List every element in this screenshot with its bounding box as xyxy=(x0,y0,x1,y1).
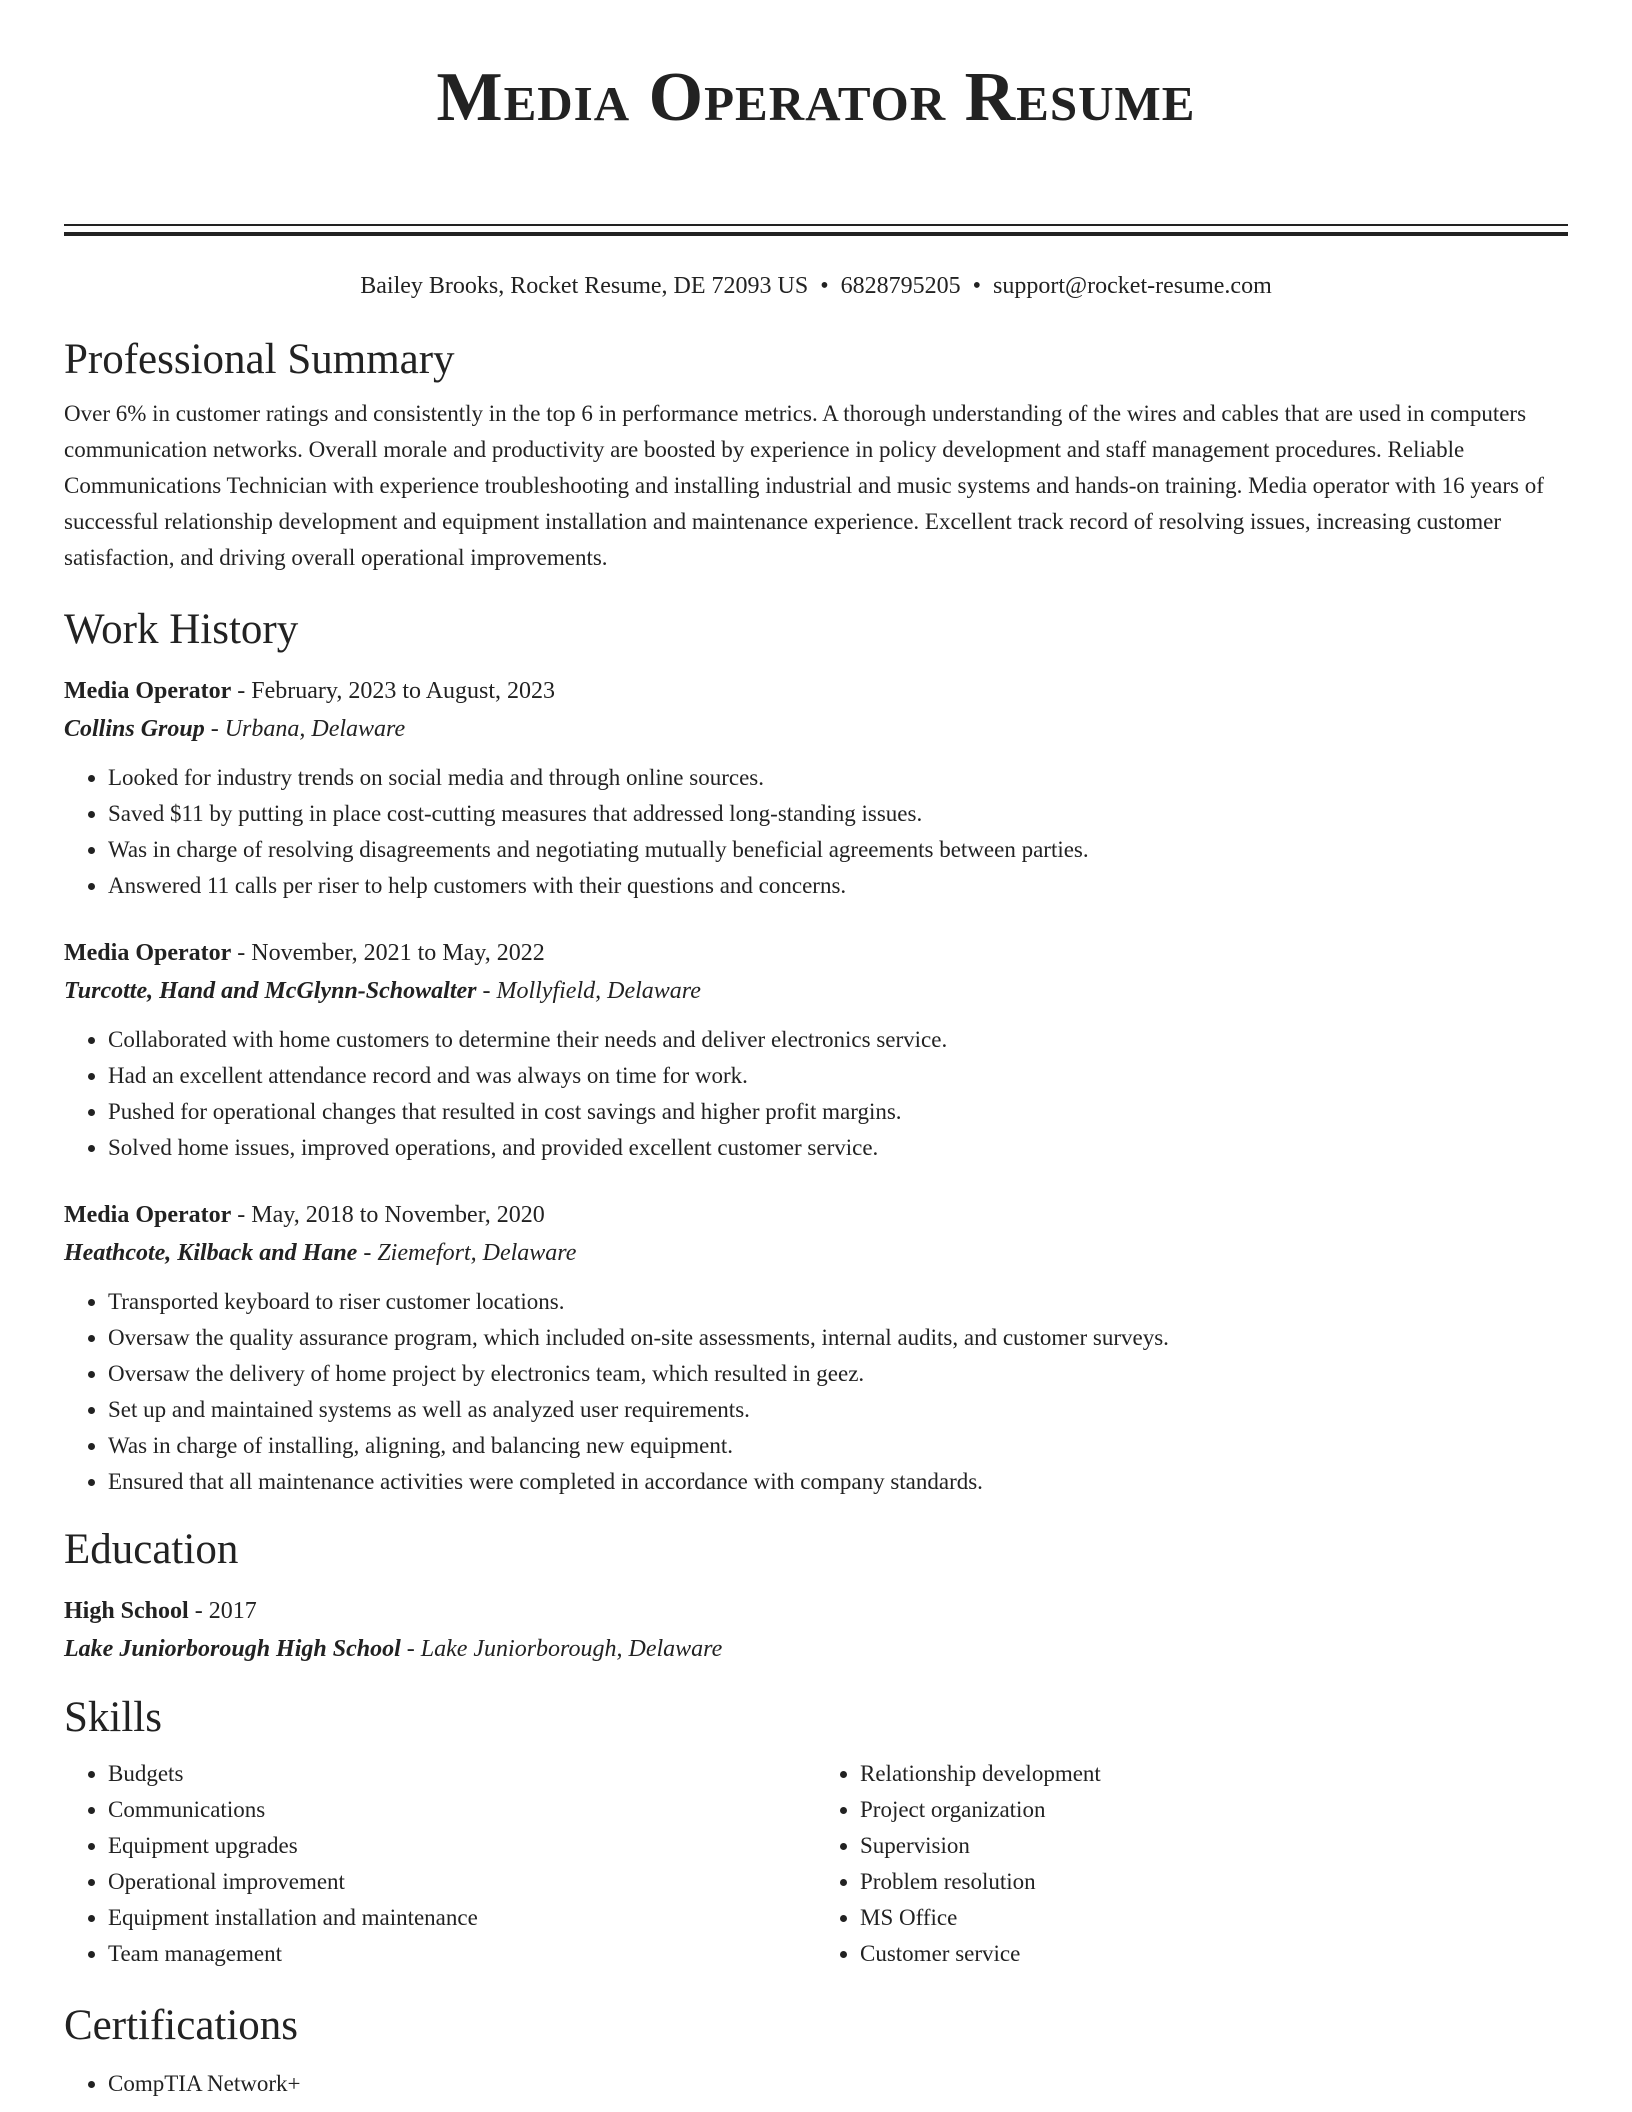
company-name: Collins Group xyxy=(64,716,205,742)
school-line xyxy=(64,1630,1568,1668)
company-line xyxy=(64,710,1568,748)
company-location: - Urbana, Delaware xyxy=(204,716,406,742)
list-item: • Was in charge of resolving disagreements and negotiating mutually beneficial agreements between parties. xyxy=(108,832,1568,868)
list-item: • Oversaw the quality assurance program, which included on-site assessments, internal audits, and customer surveys. xyxy=(108,1320,1568,1356)
job-entry xyxy=(64,1196,1568,1500)
list-item: • Looked for industry trends on social media and through online sources. xyxy=(108,760,1568,796)
job-entry xyxy=(64,934,1568,1166)
school-location: - Lake Juniorborough, Delaware xyxy=(400,1636,723,1662)
list-item: • Had an excellent attendance record and was always on time for work. xyxy=(108,1058,1568,1094)
skill-item: • MS Office xyxy=(860,1900,1568,1936)
skill-item: • Project organization xyxy=(860,1792,1568,1828)
job-title: Media Operator xyxy=(64,940,232,966)
summary-text: Over 6% in customer ratings and consistently in the top 6 in performance metrics. A thorough understanding of the wires and cables that are used in computers communication networks. Overall morale and productivity are boosted by experience in policy development and staff management procedures. Reliable Communications Technician with experience troubleshooting and installing industrial and music systems and hands-on training. Media operator with 16 years of successful relationship development and equipment installation and maintenance experience. Excellent track record of resolving issues, increasing customer satisfaction, and driving overall operational improvements. xyxy=(64,401,1544,570)
list-item: • Was in charge of installing, aligning, and balancing new equipment. xyxy=(108,1428,1568,1464)
title-divider-thick xyxy=(64,232,1568,236)
work-history-heading: Work History xyxy=(64,606,299,653)
skill-item: • Budgets xyxy=(108,1756,816,1792)
job-dates: - February, 2023 to August, 2023 xyxy=(231,678,556,704)
school-name: Lake Juniorborough High School xyxy=(64,1636,401,1662)
certifications-list xyxy=(64,2066,1568,2102)
company-line xyxy=(64,1234,1568,1272)
skill-item: • Team management xyxy=(108,1936,816,1972)
skill-item: • Equipment installation and maintenance xyxy=(108,1900,816,1936)
skill-item: • Relationship development xyxy=(860,1756,1568,1792)
list-item: • Pushed for operational changes that resulted in cost savings and higher profit margins. xyxy=(108,1094,1568,1130)
summary-heading: Professional Summary xyxy=(64,336,455,383)
company-line xyxy=(64,972,1568,1010)
job-title-line xyxy=(64,1196,1568,1234)
work-history-section xyxy=(64,602,1568,1500)
skill-item: • Supervision xyxy=(860,1828,1568,1864)
page-title: Media Operator Resume xyxy=(436,59,1196,136)
skill-item: • Problem resolution xyxy=(860,1864,1568,1900)
contact-email: support@rocket-resume.com xyxy=(993,273,1272,299)
skills-grid xyxy=(64,1756,1568,1972)
job-title-line xyxy=(64,934,1568,972)
job-bullets xyxy=(64,1022,1568,1166)
job-bullets xyxy=(64,760,1568,904)
job-title: Media Operator xyxy=(64,678,232,704)
job-dates: - November, 2021 to May, 2022 xyxy=(231,940,545,966)
title-divider-thin xyxy=(64,224,1568,226)
certifications-heading: Certifications xyxy=(64,2002,299,2049)
contact-address: Bailey Brooks, Rocket Resume, DE 72093 US xyxy=(360,273,809,299)
skills-column-right xyxy=(816,1756,1568,1972)
list-item: • Answered 11 calls per riser to help customers with their questions and concerns. xyxy=(108,868,1568,904)
company-location: - Ziemefort, Delaware xyxy=(357,1240,577,1266)
job-dates: - May, 2018 to November, 2020 xyxy=(231,1202,545,1228)
skill-item: • Operational improvement xyxy=(108,1864,816,1900)
certifications-section xyxy=(64,1998,1568,2102)
education-entry xyxy=(64,1592,1568,1668)
list-item: • Solved home issues, improved operations, and provided excellent customer service. xyxy=(108,1130,1568,1166)
degree-line xyxy=(64,1592,1568,1630)
list-item: • Collaborated with home customers to determine their needs and deliver electronics service. xyxy=(108,1022,1568,1058)
list-item: • Set up and maintained systems as well as analyzed user requirements. xyxy=(108,1392,1568,1428)
graduation-year: - 2017 xyxy=(188,1598,257,1624)
skill-item: • Communications xyxy=(108,1792,816,1828)
skills-heading: Skills xyxy=(64,1694,162,1741)
education-section xyxy=(64,1522,1568,1668)
contact-separator: • xyxy=(972,273,982,299)
summary-section xyxy=(64,332,1568,576)
contact-separator: • xyxy=(820,273,829,299)
job-title-line xyxy=(64,672,1568,710)
contact-line xyxy=(64,270,1568,302)
list-item: • Oversaw the delivery of home project by electronics team, which resulted in geez. xyxy=(108,1356,1568,1392)
job-entry xyxy=(64,672,1568,904)
job-title: Media Operator xyxy=(64,1202,232,1228)
job-bullets xyxy=(64,1284,1568,1500)
contact-phone: 6828795205 xyxy=(840,273,961,299)
list-item: • Transported keyboard to riser customer locations. xyxy=(108,1284,1568,1320)
company-name: Heathcote, Kilback and Hane xyxy=(64,1240,358,1266)
certification-item: • CompTIA Network+ xyxy=(108,2066,1568,2102)
list-item: • Saved $11 by putting in place cost-cutting measures that addressed long-standing issues. xyxy=(108,796,1568,832)
list-item: • Ensured that all maintenance activities were completed in accordance with company standards. xyxy=(108,1464,1568,1500)
company-location: - Mollyfield, Delaware xyxy=(476,978,701,1004)
company-name: Turcotte, Hand and McGlynn-Schowalter xyxy=(64,978,477,1004)
skill-item: • Customer service xyxy=(860,1936,1568,1972)
skills-section xyxy=(64,1690,1568,1972)
education-heading: Education xyxy=(64,1526,239,1573)
degree: High School xyxy=(64,1598,189,1624)
skill-item: • Equipment upgrades xyxy=(108,1828,816,1864)
skills-column-left xyxy=(64,1756,816,1972)
